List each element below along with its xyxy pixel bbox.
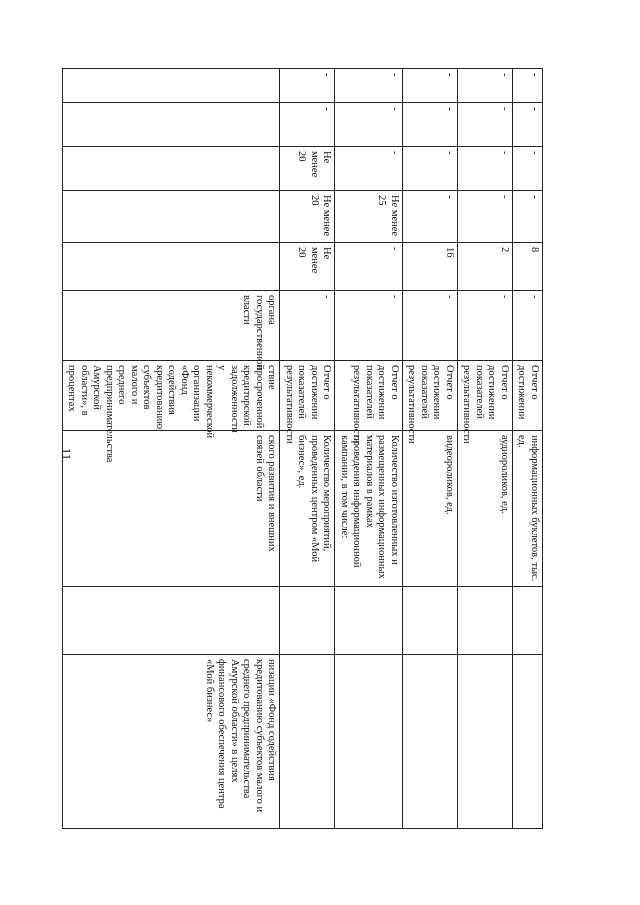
table-cell: 8	[513, 243, 543, 291]
table-cell	[335, 587, 403, 655]
table-cell	[63, 587, 281, 655]
table-cell	[513, 587, 543, 655]
table-cell	[513, 655, 543, 829]
table-cell: -	[403, 291, 458, 361]
table-cell: -	[458, 147, 513, 191]
table-cell: аудиороликов, ед.	[458, 431, 513, 587]
table-cell	[403, 655, 458, 829]
table-cell: -	[280, 291, 335, 361]
table-cell: органа государственной власти	[63, 291, 281, 361]
table-cell	[63, 147, 281, 191]
table-cell: -	[458, 103, 513, 147]
table-cell: Не менее 25	[335, 191, 403, 243]
table-cell: -	[335, 243, 403, 291]
table-cell: 16	[403, 243, 458, 291]
table-cell: видеороликов, ед.	[403, 431, 458, 587]
table-cell: ствие просроченной кредиторской задолженности у некоммерческой организации «Фонд содействия кредитованию субъектов малого и среднего предпринимательства Амурской области», в процентах	[63, 361, 281, 431]
table-cell	[458, 655, 513, 829]
page-number: 11	[59, 447, 74, 461]
table-row	[63, 69, 281, 829]
table-cell: -	[280, 103, 335, 147]
table-row	[513, 69, 543, 829]
table-cell: Отчет о достижении	[513, 361, 543, 431]
table-cell: ского развития и внешних связей области	[63, 431, 281, 587]
table-cell: Количество изготовленных и размещенных информационных материалов в рамках проведения информационной кампании, в том числе:	[335, 431, 403, 587]
table-cell: -	[335, 147, 403, 191]
table-cell: Количество мероприятий, проведенных центром «Мой бизнес», ед.	[280, 431, 335, 587]
table-cell	[458, 587, 513, 655]
table-row	[280, 69, 335, 829]
indicators-table	[62, 68, 543, 829]
table-cell: -	[403, 191, 458, 243]
table-cell: низации «Фонд содействия кредитованию субъектов малого и среднего предпринимательства Амурской области» в целях финансового обеспечения центра «Мой бизнес»	[63, 655, 281, 829]
table-cell: -	[458, 191, 513, 243]
table-cell: -	[458, 69, 513, 103]
table-cell: Отчет о достижении показателей результативности	[458, 361, 513, 431]
table-cell: -	[335, 69, 403, 103]
table-cell: Не менее 20	[280, 243, 335, 291]
table-cell: Не менее 20	[280, 191, 335, 243]
table-cell: Отчет о достижении показателей результативности	[403, 361, 458, 431]
table-cell	[280, 655, 335, 829]
table-row	[403, 69, 458, 829]
table-cell: -	[280, 69, 335, 103]
table-cell: -	[513, 103, 543, 147]
table-cell	[335, 655, 403, 829]
table-cell: -	[335, 103, 403, 147]
table-cell: 2	[458, 243, 513, 291]
table-cell	[63, 243, 281, 291]
table-cell	[63, 103, 281, 147]
table-cell: -	[403, 147, 458, 191]
table-cell: Не менее 20	[280, 147, 335, 191]
table-cell: Отчет о достижении показателей результативности	[335, 361, 403, 431]
table-cell	[63, 69, 281, 103]
table-cell	[63, 191, 281, 243]
table-cell	[280, 587, 335, 655]
table-cell: -	[513, 69, 543, 103]
table-cell: -	[403, 69, 458, 103]
table-cell: Отчет о достижении показателей результативности	[280, 361, 335, 431]
table-cell: -	[513, 147, 543, 191]
table-cell	[403, 587, 458, 655]
table-cell: -	[513, 191, 543, 243]
table-cell: -	[403, 103, 458, 147]
table-cell: -	[335, 291, 403, 361]
table-row	[458, 69, 513, 829]
table-cell: -	[458, 291, 513, 361]
table-row	[335, 69, 403, 829]
table-cell: -	[513, 291, 543, 361]
table-cell: информационных буклетов, тыс. ед.	[513, 431, 543, 587]
